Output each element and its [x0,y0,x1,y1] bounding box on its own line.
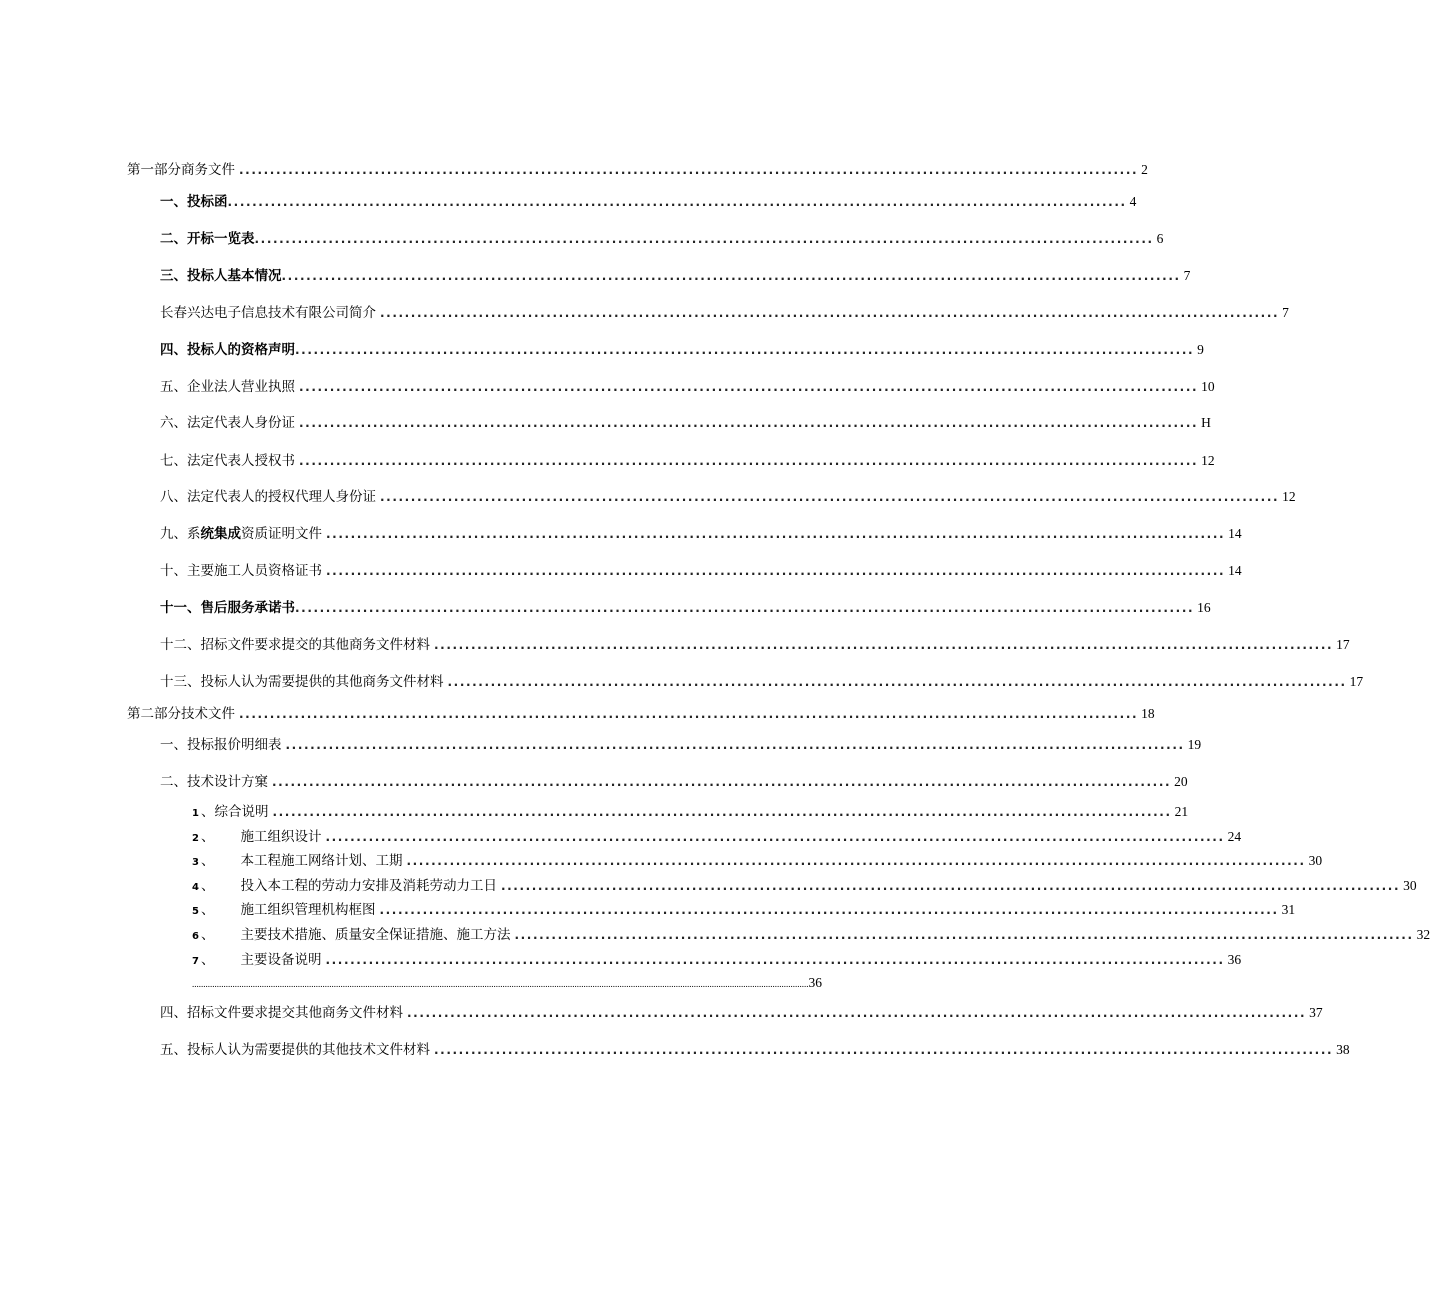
toc-entry-qualification-statement[interactable] [160,341,1204,359]
toc-leader-dots: .................................................................................................................................................. [380,306,1280,320]
toc-entry-label: 主要技术措施、质量安全保证措施、施工方法 [240,927,511,943]
toc-entry-page: 14 [1228,526,1242,541]
toc-entry-label-sep: 、 [200,829,215,845]
toc-entry-page: 21 [1174,804,1189,819]
toc-entry-label: 四、投标人的资格声明 [160,342,295,358]
toc-entry-bidder-info[interactable] [160,267,1191,285]
toc-entry-other-business-required[interactable] [160,636,1350,654]
toc-leader-dots: .................................................................................................................................................. [407,1006,1307,1020]
toc-entry-business-license[interactable] [160,378,1215,396]
toc-leader-dots: .................................................................................................................................................. [326,527,1226,541]
toc-entry-page: 30 [1403,878,1417,893]
toc-leader-dots: .................................................................................................................................................. [239,163,1139,177]
toc-entry-label-post: 资质证明文件 [241,526,322,542]
toc-entry-page: 31 [1281,902,1296,917]
toc-entry-authorization[interactable] [160,452,1215,470]
toc-entry-page: 14 [1228,563,1242,578]
toc-entry-part-one[interactable] [127,161,1148,179]
toc-entry-page: 16 [1197,600,1211,615]
toc-leader-dots: .................................................................................................................................................. [272,805,1172,819]
toc-entry-label-sep: 、 [200,927,215,943]
toc-entry-label: 施工组织设计 [240,829,322,845]
toc-entry-page: 6 [1156,231,1164,246]
toc-entry-page: 12 [1201,453,1215,468]
toc-leader-dots: .................................................................................................................................................. [295,343,1195,357]
toc-entry-label: 施工组织管理机构框图 [240,902,376,918]
toc-entry-number: 5 [192,906,199,917]
toc-leader-dots: .................................................................................................................................................. [299,380,1199,394]
toc-leader-dots: .................................................................................................................................................. [380,490,1280,504]
toc-entry-sub-2[interactable] [192,828,1242,848]
toc-entry-label-bold: 统集成 [200,526,241,542]
toc-entry-label: 第一部分商务文件 [127,162,235,178]
toc-entry-label: 八、法定代表人的授权代理人身份证 [160,489,376,505]
toc-entry-label-sep: 、 [200,853,215,869]
toc-entry-tech-design[interactable] [160,773,1188,791]
toc-entry-label: 第二部分技术文件 [127,706,235,722]
toc-entry-label: 、综合说明 [200,804,269,820]
toc-entry-page: 7 [1282,305,1289,320]
toc-entry-number: 1 [192,808,199,819]
toc-entry-part-two[interactable] [127,705,1155,723]
toc-entry-other-tech-bidder[interactable] [160,1041,1350,1059]
toc-entry-label: 二、开标一览表 [160,231,255,247]
toc-leader-dots: .................................................................................................................................................. [447,675,1347,689]
toc-leader-dots: .................................................................................................................................................. [514,928,1414,942]
toc-entry-sub-3[interactable] [192,852,1323,872]
toc-leader-dots: .................................................................................................................................................. [434,1043,1334,1057]
toc-entry-company-intro[interactable] [160,304,1289,322]
toc-leader-dots: .................................................................................................................................................................................................................................................................................. [192,979,809,989]
toc-entry-bid-letter[interactable] [160,193,1137,211]
toc-leader-dots: .................................................................................................................................................. [325,953,1225,967]
toc-entry-legal-rep-id[interactable] [160,414,1211,432]
toc-entry-label: 六、法定代表人身份证 [160,415,295,431]
toc-entry-page: 37 [1309,1005,1323,1020]
toc-entry-label: 二、技术设计方窠 [160,774,268,790]
toc-entry-label: 十三、投标人认为需要提供的其他商务文件材料 [160,674,444,690]
toc-leader-dots: .................................................................................................................................................. [281,269,1181,283]
toc-entry-page: 10 [1201,379,1215,394]
toc-entry-label: 主要设备说明 [240,952,322,968]
toc-leader-dots: .................................................................................................................................................. [325,830,1225,844]
toc-entry-integration-cert[interactable] [160,525,1242,543]
toc-entry-staff-certs[interactable] [160,562,1242,580]
toc-entry-sub-4[interactable] [192,877,1417,897]
toc-leader-dots: .................................................................................................................................................. [406,854,1306,868]
toc-entry-other-business-required-2[interactable] [160,1004,1323,1022]
toc-entry-label-pre: 九、系 [160,526,201,542]
toc-entry-page: 38 [1336,1042,1350,1057]
toc-leader-dots: .................................................................................................................................................. [299,454,1199,468]
toc-entry-sub-7[interactable] [192,951,1242,971]
toc-entry-page: 30 [1308,853,1323,868]
toc-entry-label: 投入本工程的劳动力安排及消耗劳动力工日 [240,878,497,894]
toc-entry-label: 四、招标文件要求提交其他商务文件材料 [160,1005,403,1021]
toc-entry-page: 24 [1227,829,1242,844]
toc-entry-number: 6 [192,931,199,942]
toc-entry-label: 一、投标函 [160,194,228,210]
toc-entry-number: 3 [192,857,199,868]
toc-entry-page: 7 [1183,268,1191,283]
toc-entry-page: 9 [1197,342,1204,357]
toc-entry-page: 20 [1174,774,1188,789]
toc-entry-number: 7 [192,956,199,967]
toc-entry-label: 七、法定代表人授权书 [160,453,295,469]
toc-entry-opening-list[interactable] [160,230,1164,248]
toc-leader-dots: .................................................................................................................................................. [285,738,1185,752]
toc-leader-dots: .................................................................................................................................................. [326,564,1226,578]
toc-entry-number: 4 [192,882,199,893]
toc-entry-page: 18 [1141,706,1155,721]
toc-entry-sub-1[interactable] [192,803,1189,823]
toc-entry-label-sep: 、 [200,952,215,968]
toc-entry-label: 长春兴达电子信息技术有限公司简介 [160,305,376,321]
toc-entry-label [160,525,322,543]
toc-entry-label: 一、投标报价明细表 [160,737,282,753]
toc-leader-dots: .................................................................................................................................................. [239,707,1139,721]
toc-entry-label: 五、投标人认为需要提供的其他技术文件材料 [160,1042,430,1058]
toc-entry-price-detail[interactable] [160,736,1202,754]
toc-leader-dots: .................................................................................................................................................. [295,601,1195,615]
toc-entry-page: 17 [1349,674,1364,689]
toc-entry-label: 三、投标人基本情况 [160,268,282,284]
toc-leader-dots: .................................................................................................................................................. [254,232,1154,246]
toc-leader-dots: .................................................................................................................................................. [299,416,1199,430]
toc-entry-continuation[interactable] [192,975,822,992]
toc-entry-label: 本工程施工网络计划、工期 [240,853,403,869]
toc-entry-page: 32 [1416,927,1430,942]
toc-entry-sub-6[interactable] [192,926,1430,946]
toc-entry-page: 17 [1336,637,1350,652]
toc-entry-label-sep: 、 [200,878,215,894]
toc-entry-label: 十一、售后服务承诺书 [160,600,295,616]
toc-entry-page: 36 [808,975,822,990]
toc-entry-page: 4 [1129,194,1137,209]
toc-entry-page: H [1201,415,1211,430]
toc-entry-other-business-bidder[interactable] [160,673,1364,691]
toc-leader-dots: .................................................................................................................................................. [379,903,1279,917]
toc-leader-dots: .................................................................................................................................................. [434,638,1334,652]
toc-entry-page: 12 [1282,489,1296,504]
toc-leader-dots: .................................................................................................................................................. [500,879,1401,893]
toc-leader-dots: .................................................................................................................................................. [272,775,1172,789]
toc-entry-after-sales[interactable] [160,599,1211,617]
toc-entry-label: 十二、招标文件要求提交的其他商务文件材料 [160,637,430,653]
toc-entry-label: 五、企业法人营业执照 [160,379,295,395]
toc-entry-page: 2 [1141,162,1148,177]
toc-entry-sub-5[interactable] [192,901,1296,921]
toc-entry-label-sep: 、 [200,902,215,918]
toc-entry-number: 2 [192,833,199,844]
toc-entry-page: 19 [1187,737,1202,752]
toc-entry-agent-id[interactable] [160,488,1296,506]
toc-leader-dots: .................................................................................................................................................. [227,195,1127,209]
toc-entry-page: 36 [1227,952,1242,967]
toc-entry-label: 十、主要施工人员资格证书 [160,563,322,579]
